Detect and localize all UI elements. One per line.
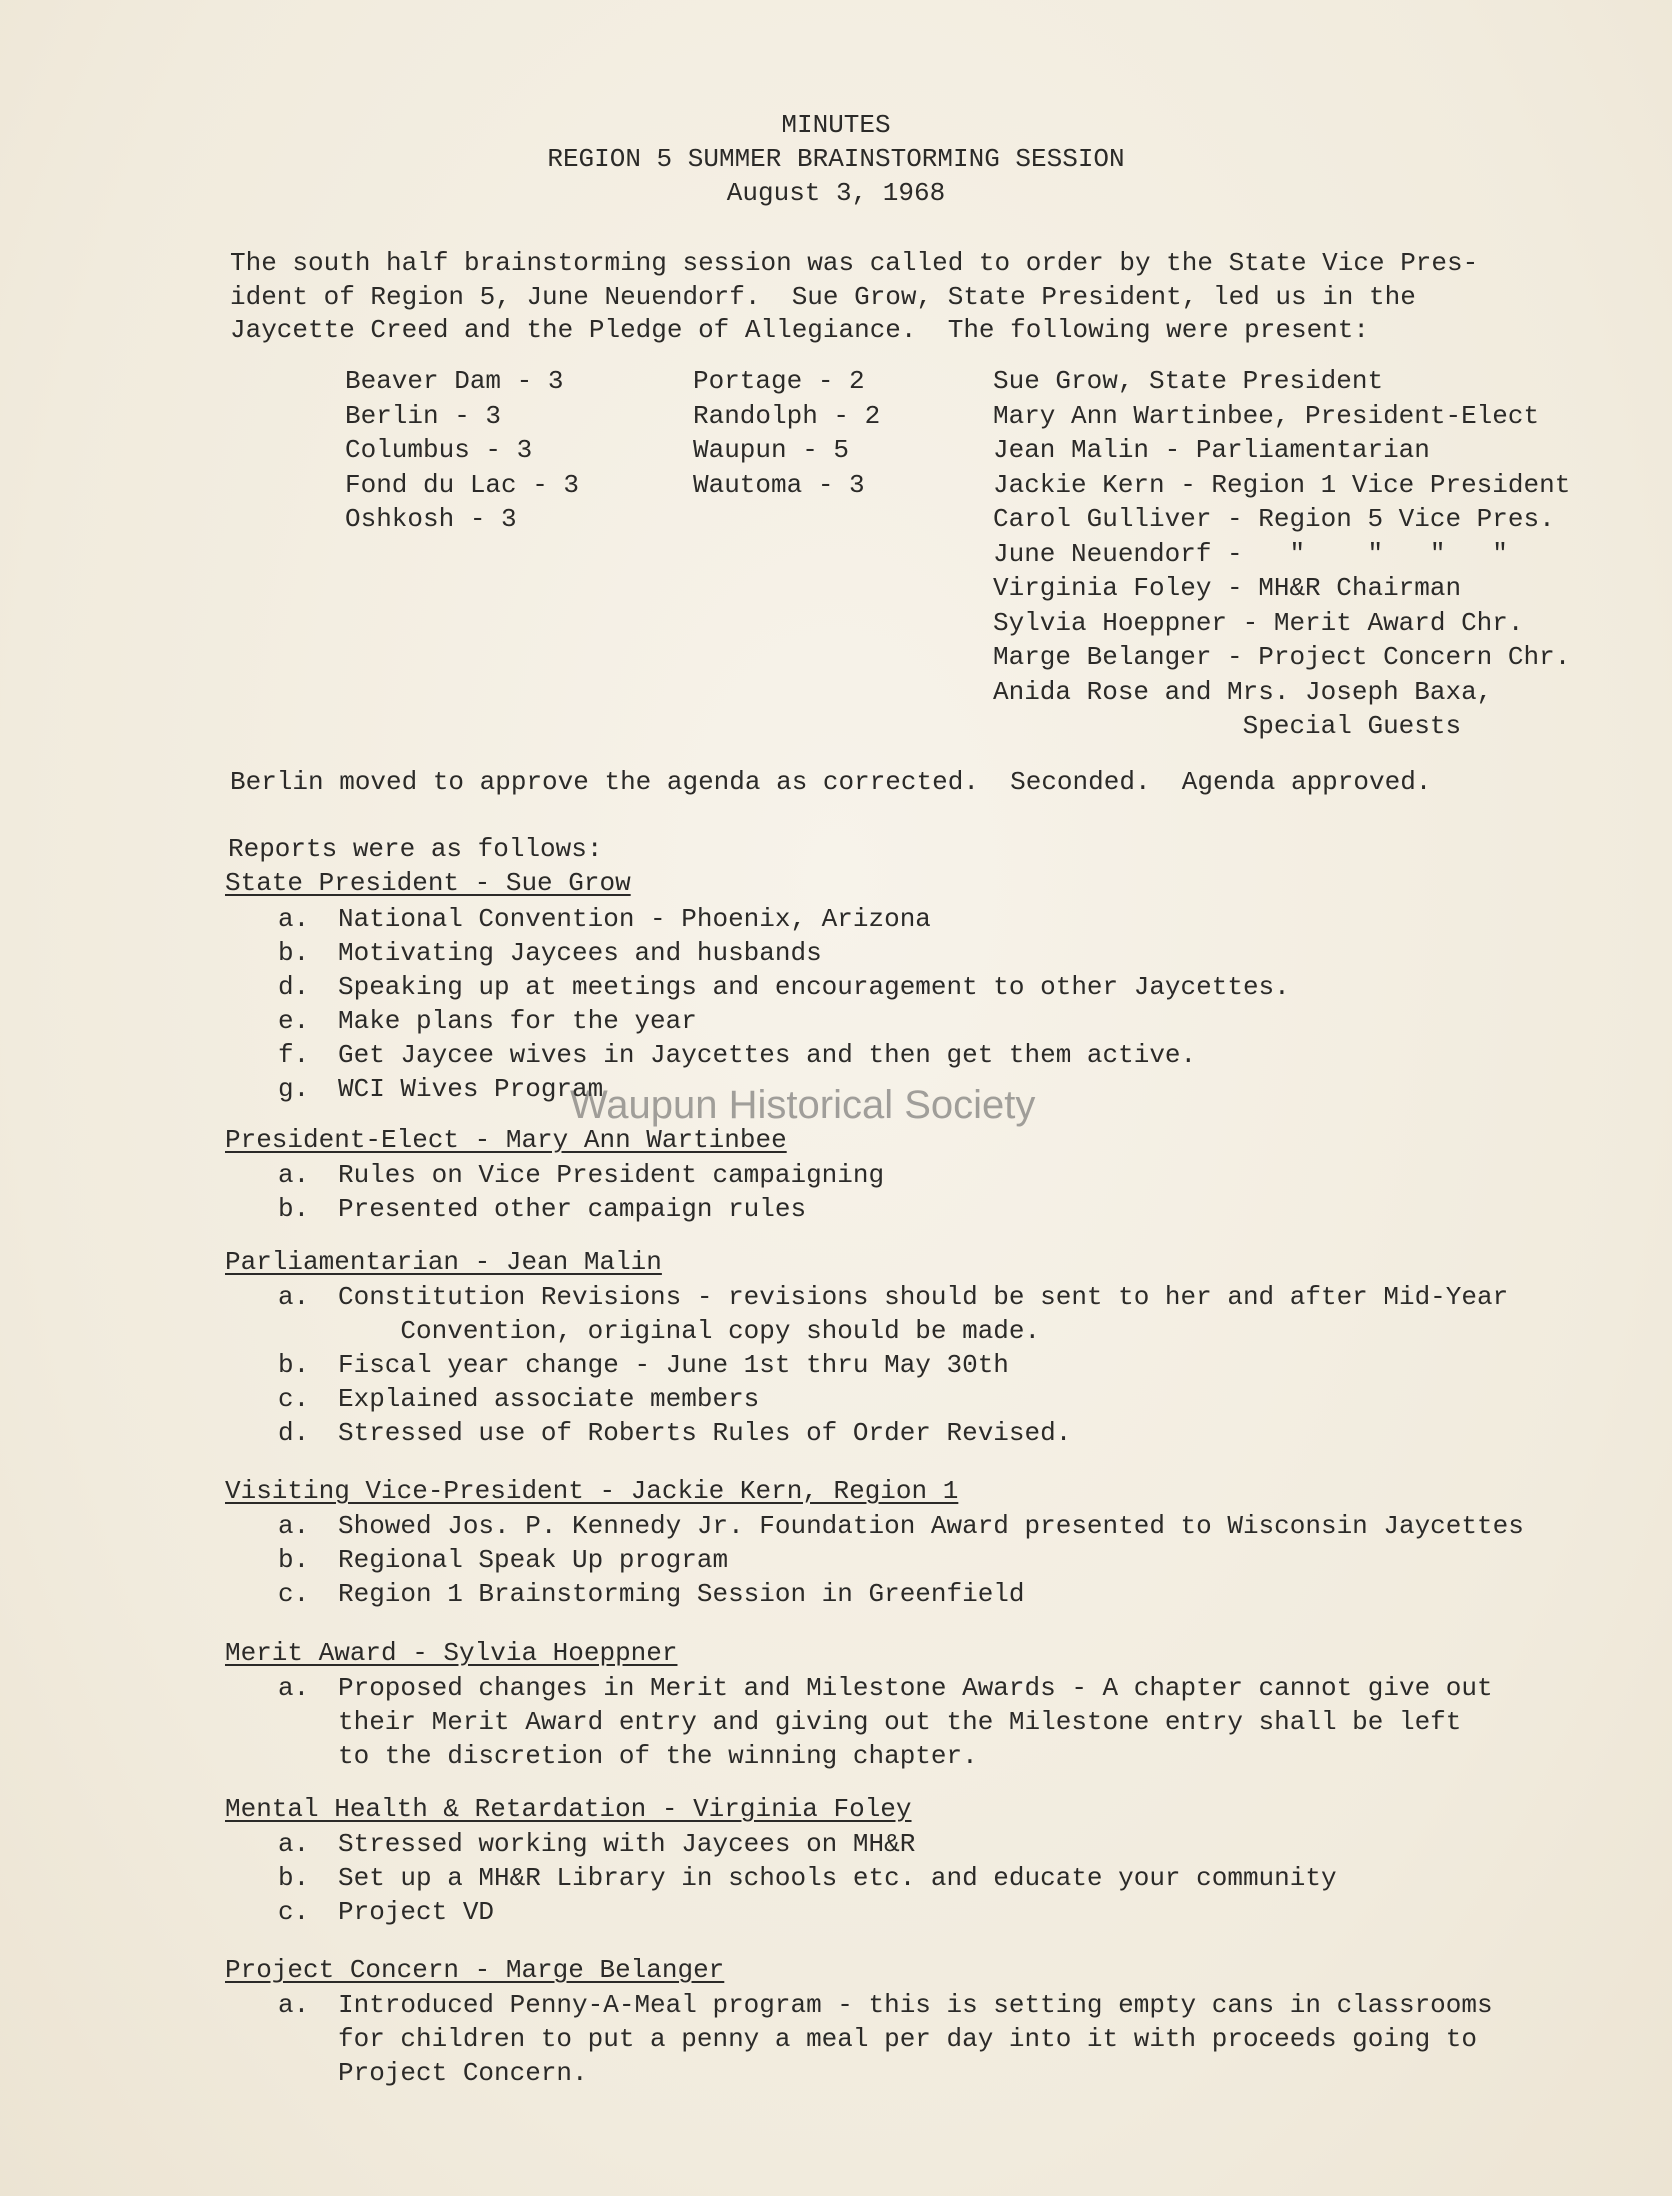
item-text: to the discretion of the winning chapter. bbox=[338, 1741, 978, 1771]
item-text: Stressed use of Roberts Rules of Order Revised. bbox=[338, 1418, 1072, 1448]
item-text: Stressed working with Jaycees on MH&R bbox=[338, 1829, 916, 1859]
item-letter: b. bbox=[278, 1863, 310, 1893]
report-item bbox=[278, 1158, 884, 1192]
item-text: Project VD bbox=[338, 1897, 495, 1927]
item-text: Fiscal year change - June 1st thru May 30th bbox=[338, 1350, 1009, 1380]
item-text: Region 1 Brainstorming Session in Greenfield bbox=[338, 1579, 1025, 1609]
item-letter: d. bbox=[278, 1418, 310, 1448]
section-heading: Project Concern - Marge Belanger bbox=[225, 1955, 725, 1985]
officers-column bbox=[993, 364, 1570, 744]
report-item bbox=[278, 1705, 1461, 1739]
chapter-entry: Randolph - 2 bbox=[693, 400, 881, 431]
report-item bbox=[278, 1192, 806, 1226]
report-item bbox=[278, 2022, 1477, 2056]
report-item bbox=[278, 1348, 1009, 1382]
chapter-entry: Berlin - 3 bbox=[345, 400, 502, 431]
item-letter: c. bbox=[278, 1579, 310, 1609]
header-title: MINUTES bbox=[781, 110, 891, 140]
item-text: Make plans for the year bbox=[338, 1006, 697, 1036]
officer-entry: Special Guests bbox=[993, 711, 1462, 741]
item-text: Introduced Penny-A-Meal program - this is setting empty cans in classrooms bbox=[338, 1990, 1493, 2020]
chapter-entry: Beaver Dam - 3 bbox=[345, 366, 564, 396]
report-item bbox=[278, 1861, 1337, 1895]
officer-entry: Sue Grow, State President bbox=[993, 366, 1384, 396]
chapters-column-1 bbox=[345, 364, 579, 537]
section-heading: Parliamentarian - Jean Malin bbox=[225, 1247, 662, 1277]
report-item bbox=[278, 1543, 728, 1577]
item-text: Speaking up at meetings and encouragement to other Jaycettes. bbox=[338, 972, 1290, 1002]
report-item bbox=[278, 1988, 1493, 2022]
report-item bbox=[278, 1827, 915, 1861]
section-heading: Mental Health & Retardation - Virginia Foley bbox=[225, 1794, 912, 1824]
item-letter: a. bbox=[278, 1990, 310, 2020]
section-heading: President-Elect - Mary Ann Wartinbee bbox=[225, 1125, 787, 1155]
watermark: Waupun Historical Society bbox=[570, 1083, 1036, 1127]
report-item bbox=[278, 1382, 759, 1416]
item-text: their Merit Award entry and giving out the Milestone entry shall be left bbox=[338, 1707, 1462, 1737]
item-text: National Convention - Phoenix, Arizona bbox=[338, 904, 931, 934]
item-text: Project Concern. bbox=[338, 2058, 588, 2088]
item-text: Set up a MH&R Library in schools etc. and educate your community bbox=[338, 1863, 1337, 1893]
officer-entry: Sylvia Hoeppner - Merit Award Chr. bbox=[993, 607, 1524, 638]
item-letter: a. bbox=[278, 1511, 310, 1541]
chapter-entry: Oshkosh - 3 bbox=[345, 504, 517, 534]
item-text: Get Jaycee wives in Jaycettes and then get them active. bbox=[338, 1040, 1197, 1070]
section-heading: Merit Award - Sylvia Hoeppner bbox=[225, 1638, 678, 1668]
item-text: Rules on Vice President campaigning bbox=[338, 1160, 885, 1190]
item-letter: a. bbox=[278, 1282, 310, 1312]
item-text: WCI Wives Program bbox=[338, 1074, 604, 1104]
section-heading: Visiting Vice-President - Jackie Kern, Region 1 bbox=[225, 1476, 959, 1506]
item-text: Regional Speak Up program bbox=[338, 1545, 729, 1575]
report-item bbox=[278, 1280, 1508, 1314]
report-item bbox=[278, 1314, 1040, 1348]
item-letter: f. bbox=[278, 1040, 310, 1070]
intro-line-3: Jaycette Creed and the Pledge of Allegiance. The following were present: bbox=[230, 315, 1369, 345]
item-text: Explained associate members bbox=[338, 1384, 760, 1414]
item-letter: b. bbox=[278, 938, 310, 968]
item-letter: a. bbox=[278, 1829, 310, 1859]
report-item bbox=[278, 1416, 1071, 1450]
report-item bbox=[278, 902, 931, 936]
chapter-entry: Columbus - 3 bbox=[345, 435, 533, 465]
reports-intro: Reports were as follows: bbox=[228, 834, 603, 864]
item-letter: a. bbox=[278, 904, 310, 934]
report-item bbox=[278, 1004, 697, 1038]
report-item bbox=[278, 1739, 978, 1773]
chapters-column-2 bbox=[693, 364, 880, 502]
intro-line-2: ident of Region 5, June Neuendorf. Sue Grow, State President, led us in the bbox=[230, 282, 1416, 312]
report-item bbox=[278, 1072, 603, 1106]
item-text: Constitution Revisions - revisions should be sent to her and after Mid-Year bbox=[338, 1282, 1509, 1312]
item-letter: c. bbox=[278, 1384, 310, 1414]
report-item bbox=[278, 1671, 1493, 1705]
report-item bbox=[278, 2056, 588, 2090]
item-letter: b. bbox=[278, 1350, 310, 1380]
item-letter: b. bbox=[278, 1545, 310, 1575]
item-text: Motivating Jaycees and husbands bbox=[338, 938, 822, 968]
item-text: Showed Jos. P. Kennedy Jr. Foundation Award presented to Wisconsin Jaycettes bbox=[338, 1511, 1524, 1541]
item-text: Proposed changes in Merit and Milestone Awards - A chapter cannot give out bbox=[338, 1673, 1493, 1703]
item-letter: c. bbox=[278, 1897, 310, 1927]
report-item bbox=[278, 1895, 494, 1929]
chapter-entry: Fond du Lac - 3 bbox=[345, 469, 580, 500]
item-text: Presented other campaign rules bbox=[338, 1194, 807, 1224]
header-subtitle: REGION 5 SUMMER BRAINSTORMING SESSION bbox=[547, 144, 1125, 174]
report-item bbox=[278, 1038, 1196, 1072]
item-letter: g. bbox=[278, 1074, 310, 1104]
chapter-entry: Wautoma - 3 bbox=[693, 469, 865, 500]
header-date: August 3, 1968 bbox=[726, 178, 946, 208]
item-letter: a. bbox=[278, 1160, 310, 1190]
item-letter: b. bbox=[278, 1194, 310, 1224]
report-item bbox=[278, 970, 1290, 1004]
item-text: Convention, original copy should be made. bbox=[338, 1316, 1041, 1346]
officer-entry: Virginia Foley - MH&R Chairman bbox=[993, 573, 1462, 603]
chapter-entry: Waupun - 5 bbox=[693, 435, 850, 465]
officer-entry: Carol Gulliver - Region 5 Vice Pres. bbox=[993, 504, 1555, 534]
officer-entry: Jackie Kern - Region 1 Vice President bbox=[993, 469, 1571, 500]
item-letter: d. bbox=[278, 972, 310, 1002]
chapter-entry: Portage - 2 bbox=[693, 366, 865, 396]
item-text: for children to put a penny a meal per day into it with proceeds going to bbox=[338, 2024, 1477, 2054]
officer-entry: Jean Malin - Parliamentarian bbox=[993, 435, 1430, 465]
item-letter: e. bbox=[278, 1006, 310, 1036]
officer-entry: June Neuendorf - " " " " bbox=[993, 538, 1508, 569]
report-item bbox=[278, 1509, 1524, 1543]
officer-entry: Anida Rose and Mrs. Joseph Baxa, bbox=[993, 676, 1493, 707]
intro-line-1: The south half brainstorming session was called to order by the State Vice Pres- bbox=[230, 248, 1479, 278]
section-heading: State President - Sue Grow bbox=[225, 868, 631, 898]
report-item bbox=[278, 1577, 1025, 1611]
agenda-motion: Berlin moved to approve the agenda as corrected. Seconded. Agenda approved. bbox=[230, 767, 1432, 797]
item-letter: a. bbox=[278, 1673, 310, 1703]
officer-entry: Mary Ann Wartinbee, President-Elect bbox=[993, 400, 1540, 431]
report-item bbox=[278, 936, 822, 970]
officer-entry: Marge Belanger - Project Concern Chr. bbox=[993, 642, 1571, 672]
